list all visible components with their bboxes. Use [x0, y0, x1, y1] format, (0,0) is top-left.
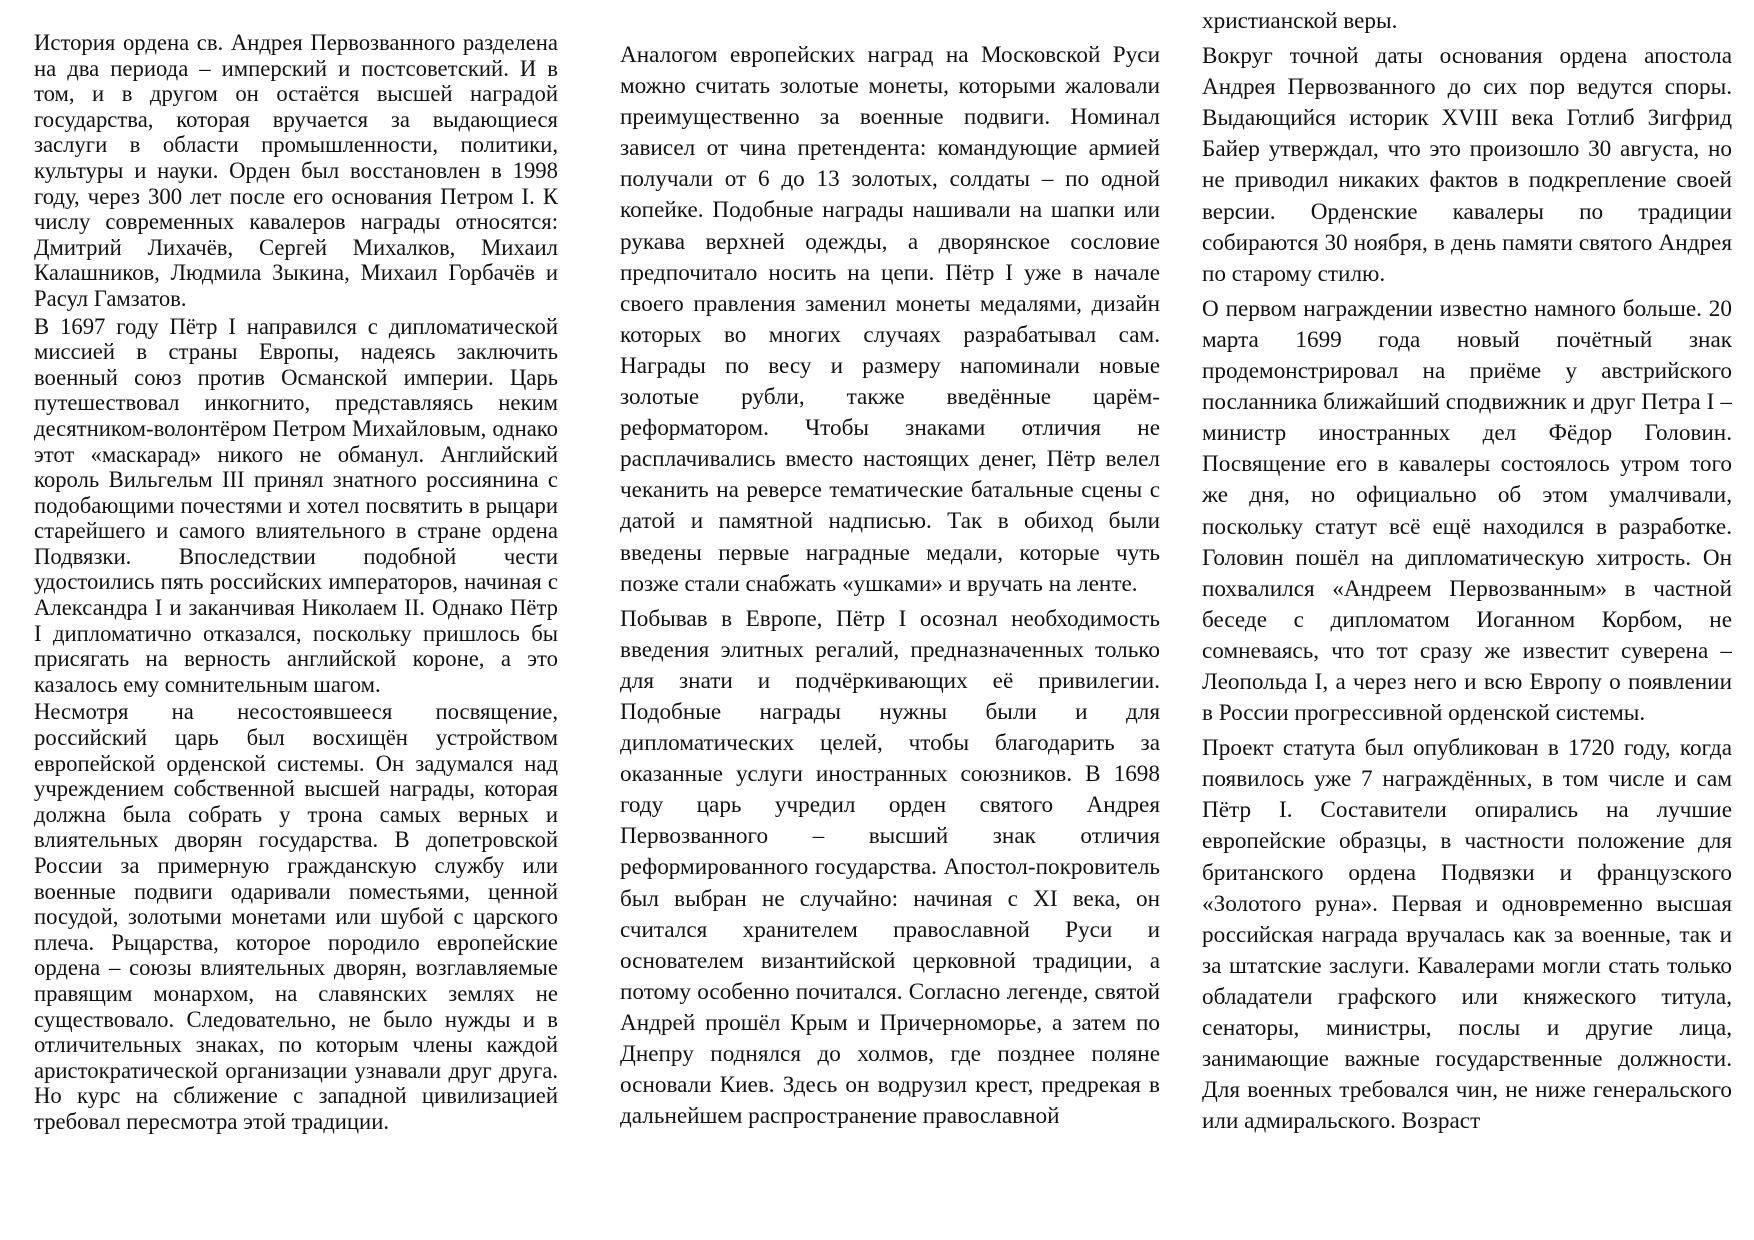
text-column-middle — [620, 0, 1160, 1240]
text-column-right — [1202, 0, 1732, 1240]
text-column-left — [34, 0, 558, 1240]
paragraph: Вокруг точной даты основания ордена апостола Андрея Первозванного до сих пор ведутся споры. Выдающийся историк XVIII века Готлиб Зигфрид Байер утверждал, что это произошло 30 августа, но не приводил никаких фактов в подкрепление своей версии. Орденские кавалеры по традиции собираются 30 ноября, в день памяти святого Андрея по старому стилю. — [1202, 43, 1732, 287]
paragraph: Проект статута был опубликован в 1720 году, когда появилось уже 7 награждённых, в том числе и сам Пётр I. Составители опирались на лучшие европейские образцы, в частности положение для британского ордена Подвязки и французского «Золотого руна». Первая и одновременно высшая российская награда вручалась как за военные, так и за штатские заслуги. Кавалерами могли стать только обладатели графского или княжеского титула, сенаторы, министры, послы и другие лица, занимающие важные государственные должности. Для военных требовался чин, не ниже генеральского или адмиральского. Возраст — [1202, 735, 1732, 1135]
paragraph: Несмотря на несостоявшееся посвящение, российский царь был восхищён устройством европейской орденской системы. Он задумался над учреждением собственной высшей награды, которая должна была собрать у трона самых верных и влиятельных дворян государства. В допетровской России за примерную гражданскую службу или военные подвиги одаривали поместьями, ценной посудой, золотыми монетами или шубой с царского плеча. Рыцарства, которое породило европейские ордена – союзы влиятельных дворян, возглавляемые правящим монархом, на славянских землях не существовало. Следовательно, не было нужды и в отличительных знаках, по которым члены каждой аристократической организации узнавали друг друга. Но курс на сближение с западной цивилизацией требовал пересмотра этой традиции. — [34, 699, 558, 1134]
paragraph: Побывав в Европе, Пётр I осознал необходимость введения элитных регалий, предназначенных только для знати и подчёркивающих её привилегии. Подобные награды нужны были и для дипломатических целей, чтобы благодарить за оказанные услуги иностранных союзников. В 1698 году царь учредил орден святого Андрея Первозванного – высший знак отличия реформированного государства. Апостол-покровитель был выбран не случайно: начиная с XI века, он считался хранителем православной Руси и основателем византийской церковной традиции, а потому особенно почитался. Согласно легенде, святой Андрей прошёл Крым и Причерноморье, а затем по Днепру поднялся до холмов, где позднее поляне основали Киев. Здесь он водрузил крест, предрекая в дальнейшем распространение православной — [620, 605, 1160, 1130]
paragraph: В 1697 году Пётр I направился с дипломатической миссией в страны Европы, надеясь заключить военный союз против Османской империи. Царь путешествовал инкогнито, представляясь неким десятником-волонтёром Петром Михайловым, однако этот «маскарад» никого не обманул. Английский король Вильгельм III принял знатного россиянина с подобающими почестями и хотел посвятить в рыцари старейшего и самого влиятельного в стране ордена Подвязки. Впоследствии подобной чести удостоились пять российских императоров, начиная с Александра I и заканчивая Николаем II. Однако Пётр I дипломатично отказался, поскольку пришлось бы присягать на верность английской короне, а это казалось ему сомнительным шагом. — [34, 313, 558, 697]
paragraph: История ордена св. Андрея Первозванного разделена на два периода – имперский и постсоветский. И в том, и в другом он остаётся высшей наградой государства, которая вручается за выдающиеся заслуги в области промышленности, политики, культуры и науки. Орден был восстановлен в 1998 году, через 300 лет после его основания Петром I. К числу современных кавалеров награды относятся: Дмитрий Лихачёв, Сергей Михалков, Михаил Калашников, Людмила Зыкина, Михаил Горбачёв и Расул Гамзатов. — [34, 30, 558, 311]
paragraph: христианской веры. — [1202, 8, 1398, 34]
paragraph: О первом награждении известно намного больше. 20 марта 1699 года новый почётный знак продемонстрировал на приёме у австрийского посланника ближайший сподвижник и друг Петра I – министр иностранных дел Фёдор Головин. Посвящение его в кавалеры состоялось утром того же дня, но официально об этом умалчивали, поскольку статут всё ещё находился в разработке. Головин пошёл на дипломатическую хитрость. Он похвалился «Андреем Первозванным» в частной беседе с дипломатом Иоганном Корбом, не сомневаясь, что тот сразу же известит суверена – Леопольда I, а через него и всю Европу о появлении в России прогрессивной орденской системы. — [1202, 295, 1732, 727]
paragraph: Аналогом европейских наград на Московской Руси можно считать золотые монеты, которыми жаловали преимущественно за военные подвиги. Номинал зависел от чина претендента: командующие армией получали от 6 до 13 золотых, солдаты – по одной копейке. Подобные награды нашивали на шапки или рукава верхней одежды, а дворянское сословие предпочитало носить на цепи. Пётр I уже в начале своего правления заменил монеты медалями, дизайн которых во многих случаях разрабатывал сам. Награды по весу и размеру напоминали новые золотые рубли, также введённые царём-реформатором. Чтобы знаками отличия не расплачивались вместо настоящих денег, Пётр велел чеканить на реверсе тематические батальные сцены с датой и памятной надписью. Так в обиход были введены первые наградные медали, которые чуть позже стали снабжать «ушками» и вручать на ленте. — [620, 42, 1160, 597]
